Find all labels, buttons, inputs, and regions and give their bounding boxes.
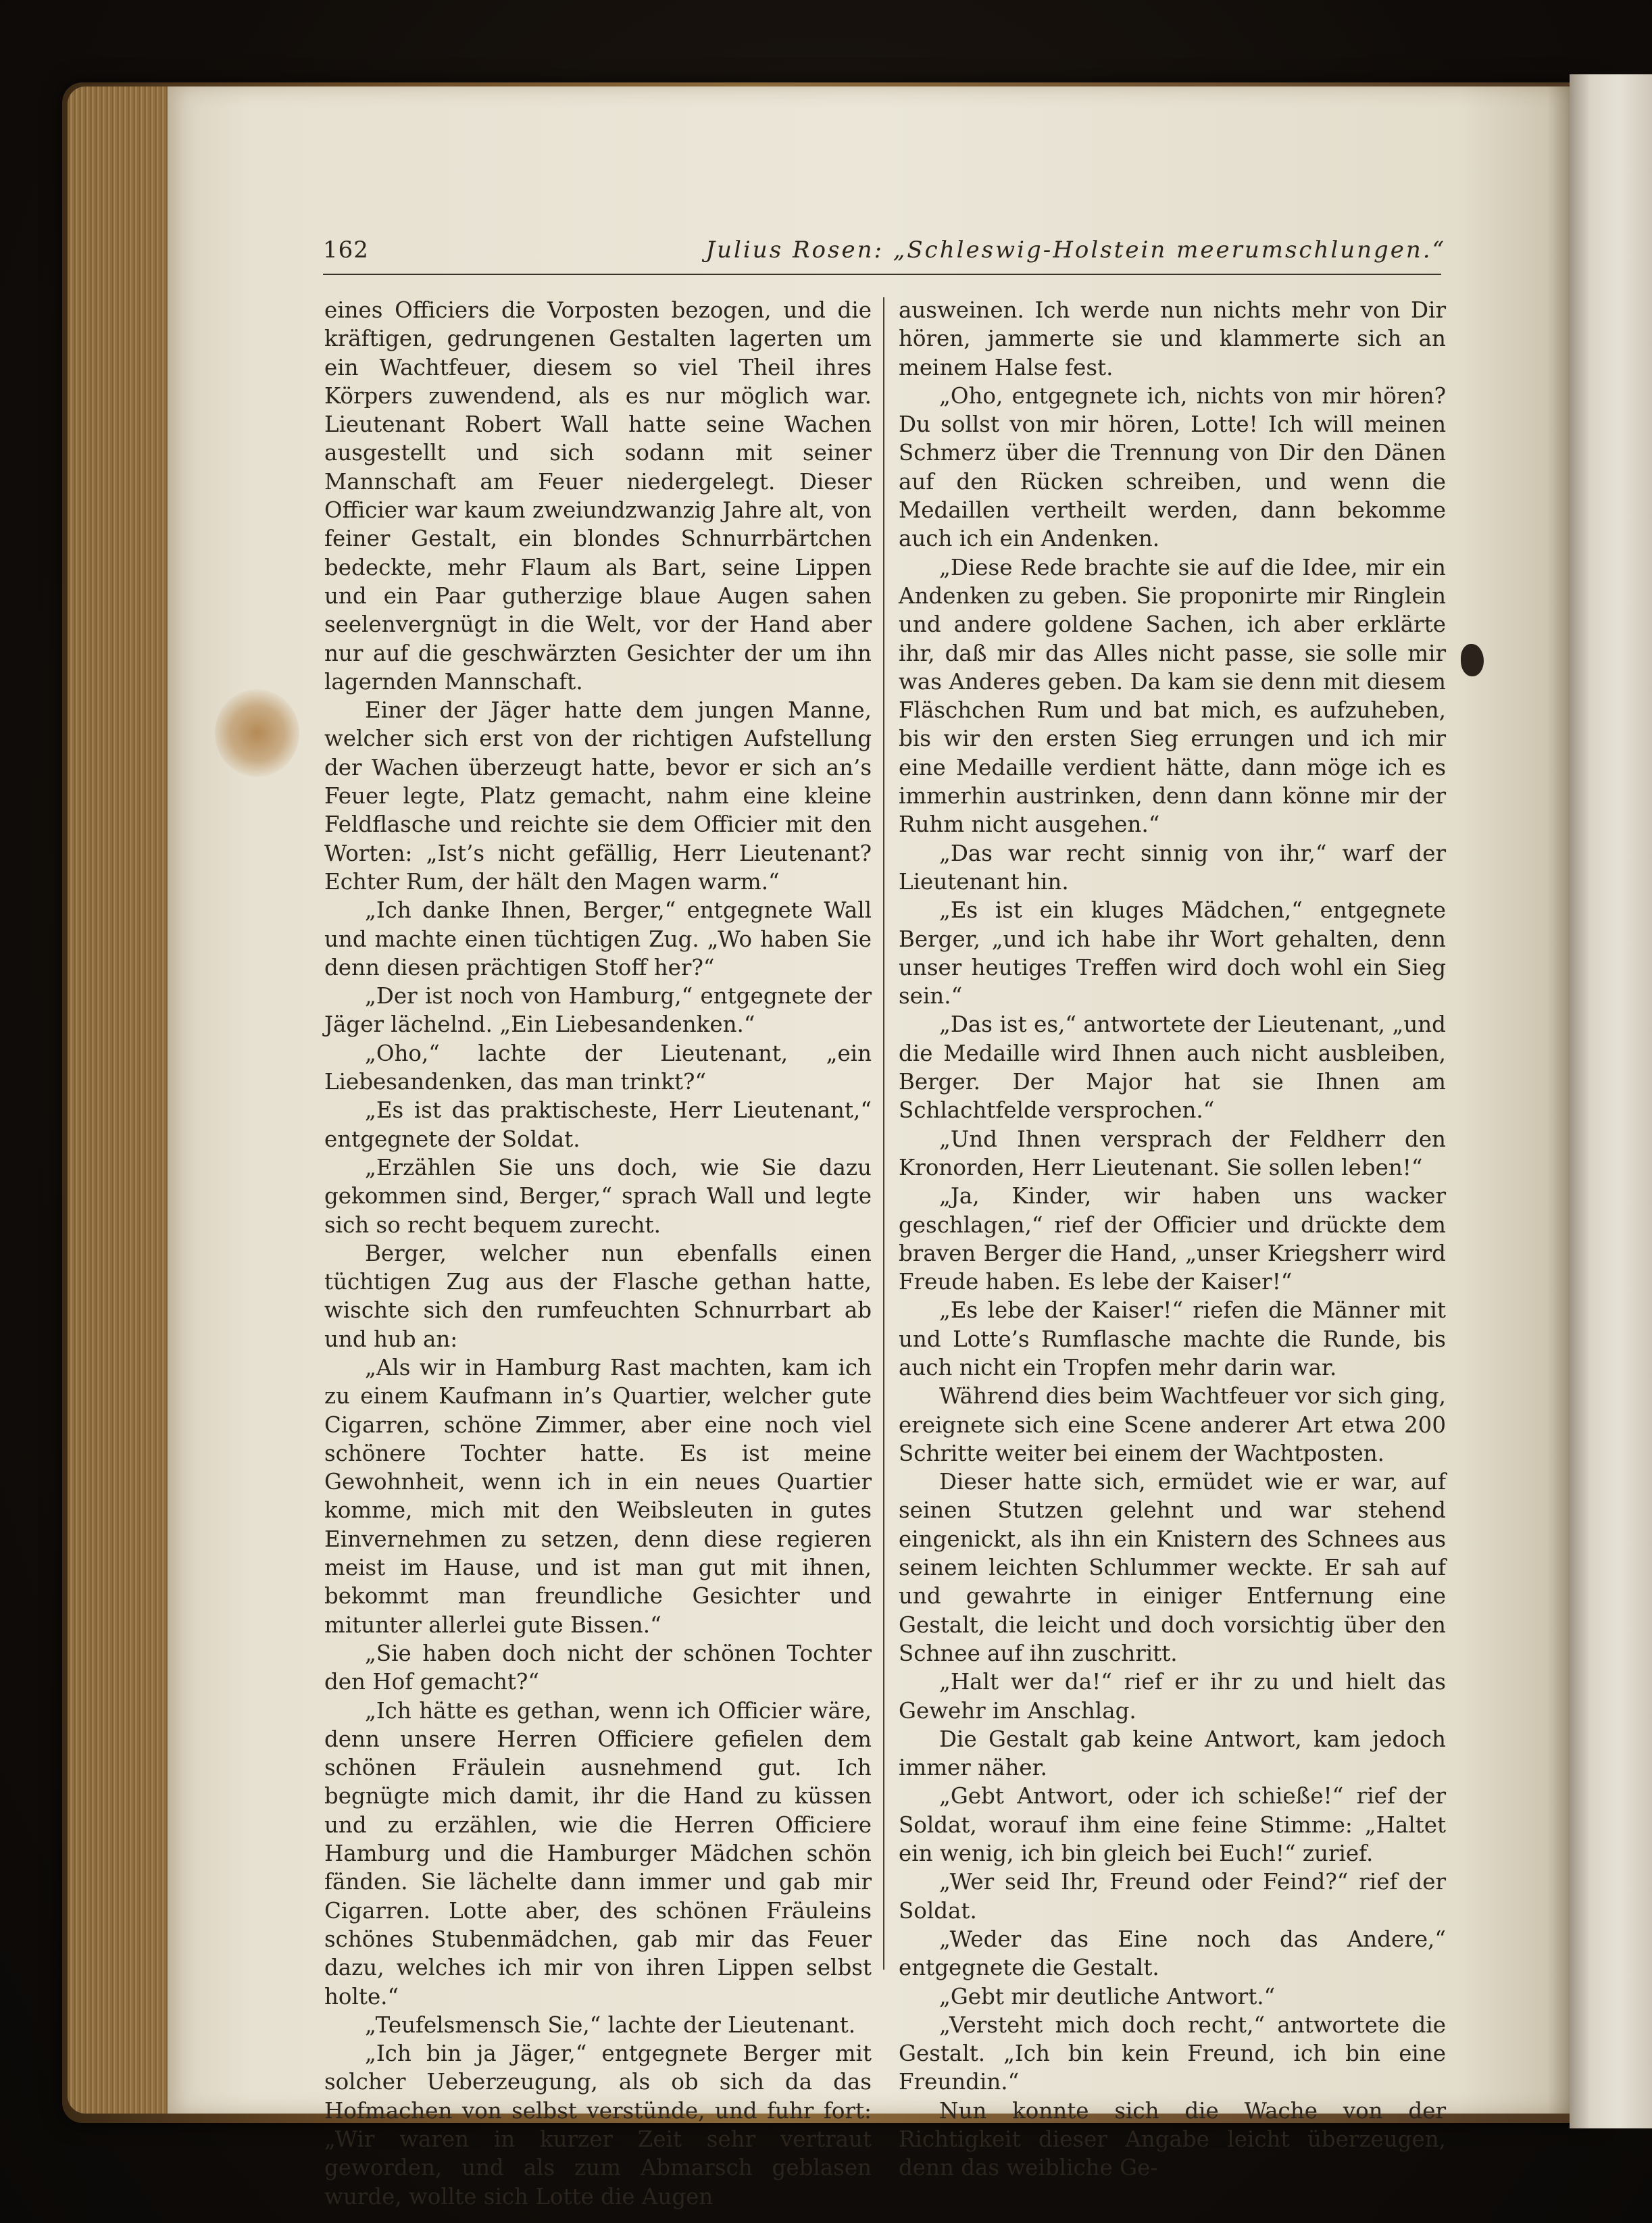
paragraph: „Es ist ein kluges Mädchen,“ entgegnete Berger, „und ich habe ihr Wort gehalten, denn unser heutiges Treffen wird doch wohl ein Sieg sein.“: [899, 897, 1446, 1009]
paragraph: „Oho, entgegnete ich, nichts von mir hören? Du sollst von mir hören, Lotte! Ich will meinen Schmerz über die Trennung von Dir den Dänen auf den Rücken schreiben, und wenn die Medaillen vertheilt werden, dann bekomme auch ich ein Andenken.: [899, 382, 1446, 552]
paragraph: „Das ist es,“ antwortete der Lieutenant, „und die Medaille wird Ihnen auch nicht ausbleiben, Berger. Der Major hat sie Ihnen am Schlachtfelde versprochen.“: [899, 1011, 1446, 1124]
page-edges: [68, 86, 169, 2114]
page-stain: [215, 689, 299, 777]
paragraph: ausweinen. Ich werde nun nichts mehr von Dir hören, jammerte sie und klammerte sich an meinem Halse fest.: [899, 297, 1446, 380]
left-column: [324, 296, 872, 2211]
paragraph: „Es lebe der Kaiser!“ riefen die Männer mit und Lotte’s Rumflasche machte die Runde, bis auch nicht ein Tropfen mehr darin war.: [899, 1297, 1446, 1380]
paragraph: Dieser hatte sich, ermüdet wie er war, auf seinen Stutzen gelehnt und war stehend eingenickt, als ihn ein Knistern des Schnees aus seinem leichten Schlummer weckte. Er sah auf und gewahrte in einiger Entfernung eine Gestalt, die leicht und doch vorsichtig über den Schnee auf ihn zuschritt.: [899, 1469, 1446, 1666]
paragraph: eines Officiers die Vorposten bezogen, und die kräftigen, gedrungenen Gestalten lagerten um ein Wachtfeuer, diesem so viel Theil ihres Körpers zuwendend, als es nur möglich war. Lieutenant Robert Wall hatte seine Wachen ausgestellt und sich sodann mit seiner Mannschaft am Feuer niedergelegt. Dieser Officier war kaum zweiundzwanzig Jahre alt, von feiner Gestalt, ein blondes Schnurrbärtchen bedeckte, mehr Flaum als Bart, seine Lippen und ein Paar gutherzige blaue Augen sahen seelenvergnügt in die Welt, vor der Hand aber nur auf die geschwärzten Gesichter der um ihn lagernden Mannschaft.: [324, 297, 872, 695]
paragraph: „Ich hätte es gethan, wenn ich Officier wäre, denn unsere Herren Officiere gefielen dem schönen Fräulein ausnehmend gut. Ich begnügte mich damit, ihr die Hand zu küssen und zu erzählen, wie die Herren Officiere Hamburg und die Hamburger Mädchen schön fänden. Sie lächelte dann immer und gab mir Cigarren. Lotte aber, des schönen Fräuleins schönes Stubenmädchen, gab mir das Feuer dazu, welches ich mir von ihren Lippen selbst holte.“: [324, 1697, 872, 2009]
paragraph: „Ja, Kinder, wir haben uns wacker geschlagen,“ rief der Officier und drückte dem braven Berger die Hand, „unser Kriegsherr wird Freude haben. Es lebe der Kaiser!“: [899, 1183, 1446, 1295]
page-number: 162: [323, 236, 369, 264]
paragraph: „Als wir in Hamburg Rast machten, kam ich zu einem Kaufmann in’s Quartier, welcher gute Cigarren, schöne Zimmer, aber eine noch viel schönere Tochter hatte. Es ist meine Gewohnheit, wenn ich in ein neues Quartier komme, mich mit den Weibsleuten in gutes Einvernehmen zu setzen, denn diese regieren meist im Hause, und ist man gut mit ihnen, bekommt man freundliche Gesichter und mitunter allerlei gute Bissen.“: [324, 1354, 872, 1638]
paragraph: Während dies beim Wachtfeuer vor sich ging, ereignete sich eine Scene anderer Art etwa 200 Schritte weiter bei einem der Wachtposten.: [899, 1383, 1446, 1466]
ink-blot: [1461, 644, 1484, 676]
paragraph: Die Gestalt gab keine Antwort, kam jedoch immer näher.: [899, 1726, 1446, 1781]
paragraph: „Und Ihnen versprach der Feldherr den Kronorden, Herr Lieutenant. Sie sollen leben!“: [899, 1126, 1446, 1180]
paragraph: „Es ist das praktischeste, Herr Lieutenant,“ entgegnete der Soldat.: [324, 1097, 872, 1152]
paragraph: „Der ist noch von Hamburg,“ entgegnete der Jäger lächelnd. „Ein Liebesandenken.“: [324, 983, 872, 1038]
paragraph: „Erzählen Sie uns doch, wie Sie dazu gekommen sind, Berger,“ sprach Wall und legte sich so recht bequem zurecht.: [324, 1154, 872, 1238]
paragraph: Berger, welcher nun ebenfalls einen tüchtigen Zug aus der Flasche gethan hatte, wischte sich den rumfeuchten Schnurrbart ab und hub an:: [324, 1240, 872, 1352]
paragraph: Einer der Jäger hatte dem jungen Manne, welcher sich erst von der richtigen Aufstellung der Wachen überzeugt hatte, bevor er sich an’s Feuer legte, Platz gemacht, nahm eine kleine Feldflasche und reichte sie dem Officier mit den Worten: „Ist’s nicht gefällig, Herr Lieutenant? Echter Rum, der hält den Magen warm.“: [324, 697, 872, 895]
paragraph: „Oho,“ lachte der Lieutenant, „ein Liebesandenken, das man trinkt?“: [324, 1040, 872, 1095]
paragraph: „Das war recht sinnig von ihr,“ warf der Lieutenant hin.: [899, 840, 1446, 895]
paragraph: „Ich danke Ihnen, Berger,“ entgegnete Wall und machte einen tüchtigen Zug. „Wo haben Sie denn diesen prächtigen Stoff her?“: [324, 897, 872, 980]
facing-page-edge: [1570, 74, 1652, 2128]
paragraph: „Gebt mir deutliche Antwort.“: [939, 1983, 1276, 2009]
header-rule: [323, 274, 1441, 275]
paragraph: „Teufelsmensch Sie,“ lachte der Lieutenant.: [365, 2012, 856, 2038]
paragraph: „Sie haben doch nicht der schönen Tochter den Hof gemacht?“: [324, 1640, 872, 1695]
paragraph: „Diese Rede brachte sie auf die Idee, mir ein Andenken zu geben. Sie proponirte mir Ringlein und andere goldene Sachen, ich aber erklärte ihr, daß mir das Alles nicht passe, sie solle mir was Anderes geben. Da kam sie denn mit diesem Fläschchen Rum und bat mich, es aufzuheben, bis wir den ersten Sieg errungen und ich mir eine Medaille verdient hätte, dann möge ich es immerhin austrinken, denn dann könne mir der Ruhm nicht ausgehen.“: [899, 554, 1446, 838]
paragraph: „Ich bin ja Jäger,“ entgegnete Berger mit solcher Ueberzeugung, als ob sich da das Hofmachen von selbst verstünde, und fuhr fort: „Wir waren in kurzer Zeit sehr vertraut geworden, und als zum Abmarsch geblasen wurde, wollte sich Lotte die Augen: [324, 2041, 872, 2209]
paragraph: „Halt wer da!“ rief er ihr zu und hielt das Gewehr im Anschlag.: [899, 1669, 1446, 1724]
right-column: [899, 296, 1446, 2182]
paragraph: „Versteht mich doch recht,“ antwortete die Gestalt. „Ich bin kein Freund, ich bin eine Freundin.“: [899, 2012, 1446, 2095]
column-divider: [883, 297, 884, 1970]
paragraph: „Gebt Antwort, oder ich schieße!“ rief der Soldat, worauf ihm eine feine Stimme: „Haltet ein wenig, ich bin gleich bei Euch!“ zurief.: [899, 1783, 1446, 1867]
paragraph: Nun konnte sich die Wache von der Richtigkeit dieser Angabe leicht überzeugen, denn das weibliche Ge-: [899, 2097, 1446, 2181]
paragraph: „Weder das Eine noch das Andere,“ entgegnete die Gestalt.: [899, 1926, 1446, 1981]
paragraph: „Wer seid Ihr, Freund oder Feind?“ rief der Soldat.: [899, 1869, 1446, 1924]
running-head: [323, 234, 1446, 274]
running-title: Julius Rosen: „Schleswig-Holstein meerumschlungen.“: [705, 236, 1446, 264]
